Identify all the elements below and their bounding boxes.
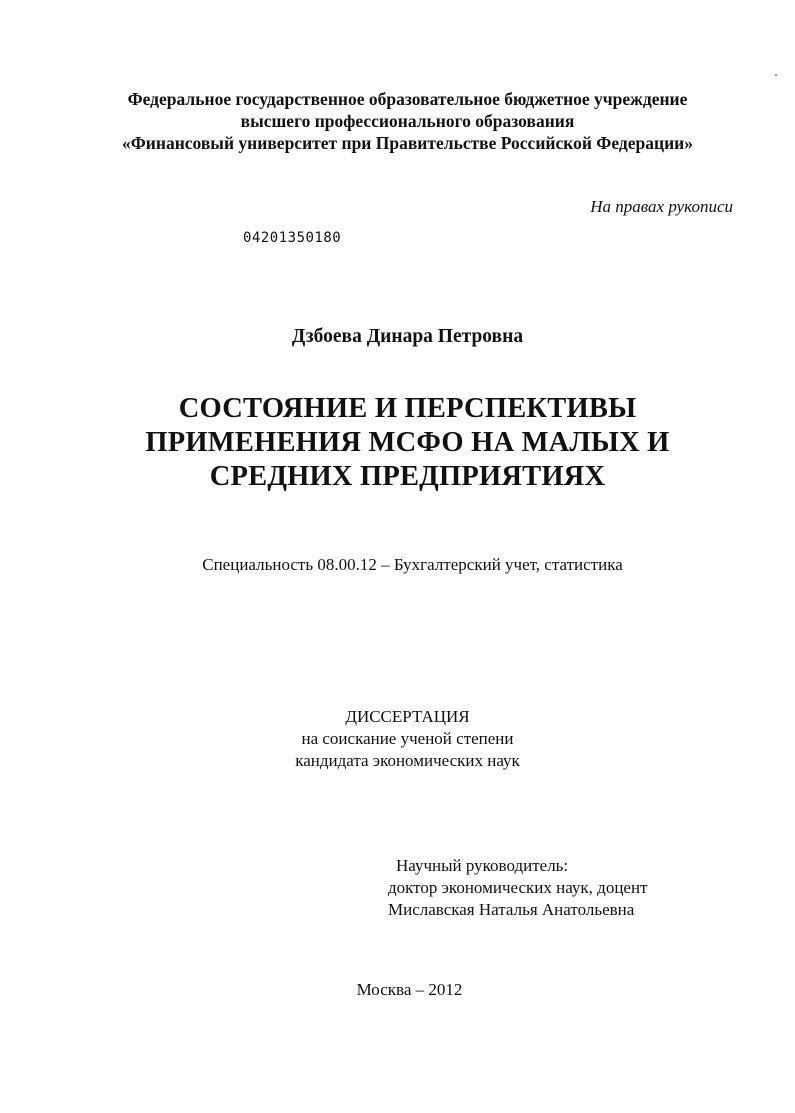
supervisor-block	[388, 855, 648, 921]
title-line-2: ПРИМЕНЕНИЯ МСФО НА МАЛЫХ И	[145, 427, 670, 458]
specialty: Специальность 08.00.12 – Бухгалтерский учет, статистика	[202, 555, 623, 574]
institution-header	[10, 88, 795, 154]
dissertation-block	[10, 706, 795, 772]
dissertation-line-3: кандидата экономических наук	[295, 751, 520, 770]
supervisor-name: Миславская Наталья Анатольевна	[388, 900, 635, 919]
document-code: 04201350180	[243, 230, 342, 246]
title-line-3: СРЕДНИХ ПРЕДПРИЯТИЯХ	[209, 461, 606, 492]
dissertation-line-2: на соискание ученой степени	[301, 729, 514, 748]
dissertation-title	[10, 392, 795, 494]
manuscript-note: На правах рукописи	[590, 197, 733, 216]
institution-line-3: «Финансовый университет при Правительстве Российской Федерации»	[122, 133, 693, 153]
author-name: Дзбоева Динара Петровна	[291, 326, 524, 347]
supervisor-degree: доктор экономических наук, доцент	[388, 878, 648, 897]
dissertation-heading: ДИССЕРТАЦИЯ	[345, 707, 470, 726]
supervisor-label: Научный руководитель:	[396, 856, 569, 875]
city-year: Москва – 2012	[356, 980, 463, 999]
institution-line-2: высшего профессионального образования	[240, 111, 575, 131]
scan-speck	[775, 74, 777, 76]
institution-line-1: Федеральное государственное образовательное бюджетное учреждение	[127, 89, 688, 109]
title-line-1: СОСТОЯНИЕ И ПЕРСПЕКТИВЫ	[178, 393, 637, 424]
